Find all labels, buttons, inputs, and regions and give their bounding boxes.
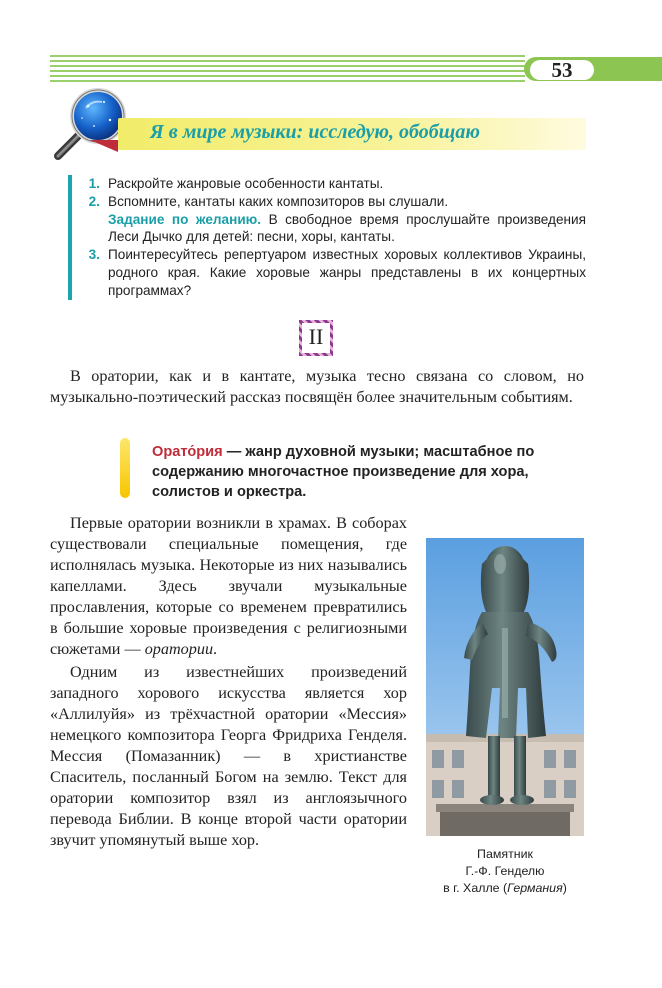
handel-statue-photo — [426, 538, 584, 836]
oratorio-term: оратории — [144, 640, 214, 658]
optional-task-label: Задание по желанию. — [108, 211, 262, 227]
question-item — [78, 175, 586, 193]
definition-box — [152, 442, 584, 502]
questions-accent-bar — [68, 175, 72, 300]
questions-list — [78, 175, 586, 300]
body-paragraph-2: Одним из известнейших произведений западного хорового искусства является хор «Аллилуйя» из трёхчастной оратории «Мессия» немецкого композитора Георга Фридриха Генделя. Мессия (Помазанник) — в христианстве Спаситель, посланный Богом на землю. Текст для оратории композитор взял из англоязычного перевода Библии. В конце второй части оратории звучит упомянутый выше хор. — [50, 663, 407, 849]
page-number: 53 — [530, 60, 594, 80]
header-stripes — [50, 55, 525, 83]
section-title: Я в мире музыки: исследую, обобщаю — [150, 121, 480, 143]
photo-caption: Памятник Г.-Ф. Генделю в г. Халле (Германия) — [443, 847, 567, 895]
question-number: 2. — [88, 193, 100, 209]
question-text: Вспомните, кантаты каких композиторов вы слушали. — [108, 193, 449, 209]
body-paragraph-1: Первые оратории возникли в храмах. В соборах существовали специальные помещения, где исполнялась музыка. Некоторые из них назывались капеллами. Здесь звучали музыкальные прославления, которые со временем превратились в большие хоровые произведения с религиозными сюжетами — оратории. — [50, 514, 407, 658]
question-item — [78, 193, 586, 211]
optional-task-text: В свободное время прослушайте произведения Леси Дычко для детей: песни, хоры, кантаты. — [108, 211, 586, 245]
question-number: 1. — [88, 176, 100, 191]
optional-task — [78, 211, 586, 247]
header-accent — [90, 140, 118, 152]
question-text: Раскройте жанровые особенности кантаты. — [108, 176, 384, 191]
chapter-mark: II — [299, 320, 333, 356]
question-item — [78, 246, 586, 299]
question-text: Поинтересуйтесь репертуаром известных хоровых коллективов Украины, родного края. Какие хоровые жанры представлены в их концертных программах? — [108, 247, 586, 298]
definition-term: Орато́рия — [152, 444, 223, 460]
definition-text: — жанр духовной музыки; масштабное по содержанию многочастное произведение для хора, солистов и оркестра. — [152, 444, 535, 500]
intro-paragraph — [50, 366, 584, 408]
body-text — [50, 513, 407, 851]
definition-accent-bar — [120, 438, 130, 498]
intro-text: В оратории, как и в кантате, музыка тесно связана со словом, но музыкально-поэтический рассказ посвящён более значительным событиям. — [50, 367, 584, 406]
question-number: 3. — [88, 247, 100, 263]
